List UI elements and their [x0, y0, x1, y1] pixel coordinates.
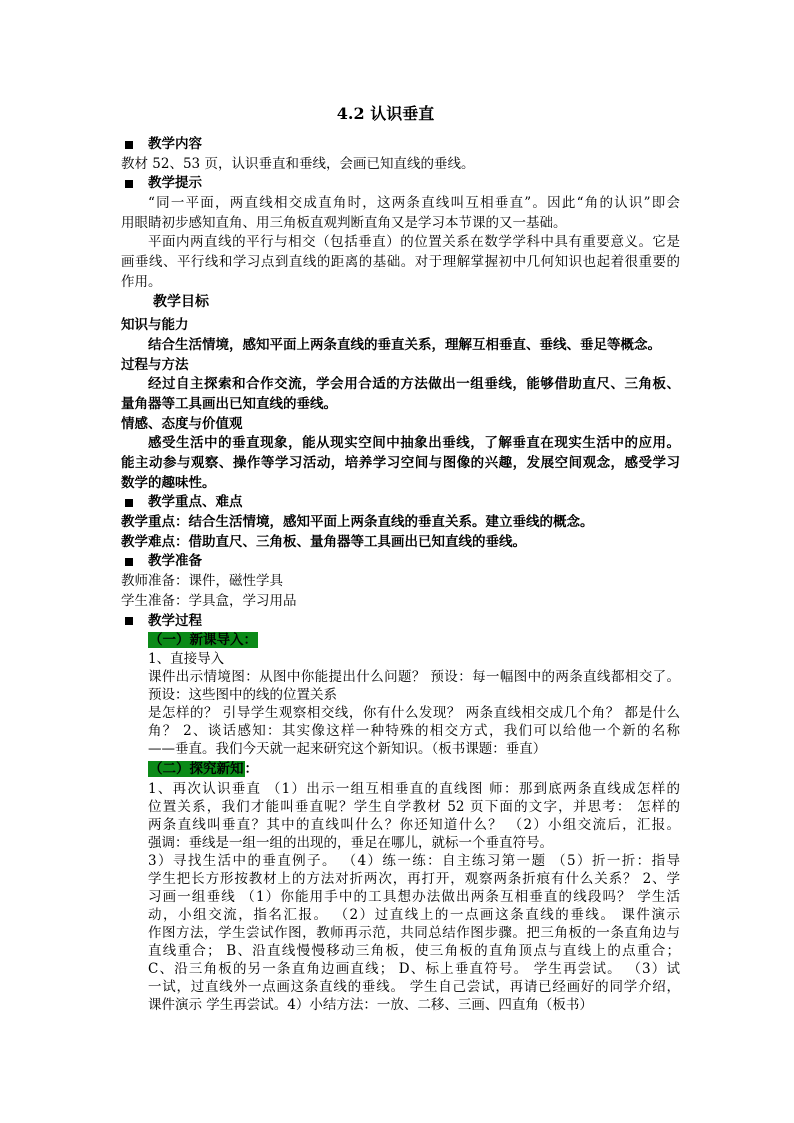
subheading: 知识与能力: [121, 317, 189, 334]
subheading: 情感、态度与价值观: [121, 415, 243, 432]
text-line: 是怎样的？ 引导学生观察相交线，你有什么发现？ 两条直线相交成几个角？ 都是什么: [148, 705, 680, 722]
text-line: 量角器等工具画出已知直线的垂线。: [121, 395, 337, 412]
text-line: 教师准备：课件，磁性学具: [121, 573, 283, 590]
section-body: [121, 513, 680, 552]
text-line: 用眼睛初步感知直角、用三角板直观判断直角又是学习本节课的又一基础。: [121, 214, 567, 231]
text-line: 学生把长方形按教材上的方法对折两次，再打开，观察两条折痕有什么关系？ 2、学: [148, 871, 680, 888]
text-line: 角？ 2、谈话感知：其实像这样一种特殊的相交方式，我们可以给他一个新的名称: [148, 723, 680, 740]
text-line: 结合生活情境，感知平面上两条直线的垂直关系，理解互相垂直、垂线、垂足等概念。: [148, 336, 661, 353]
goal-group-process: [121, 356, 680, 415]
text-line: 习画一组垂线 （1）你能用手中的工具想办法做出两条互相垂直的线段吗？ 学生活: [148, 889, 680, 906]
section-hints: [121, 174, 680, 292]
text-line: 3）寻找生活中的垂直例子。 （4）练一练：自主练习第一题 （5）折一折：指导: [148, 853, 680, 870]
text-line: 感受生活中的垂直现象，能从现实空间中抽象出垂线，了解垂直在现实生活中的应用。: [148, 435, 680, 452]
text-line: 两条直线叫垂直？其中的直线叫什么？你还知道什么？ （2）小组交流后，汇报。: [148, 817, 680, 834]
text-line: 作用。: [121, 273, 162, 290]
highlighted-label: （二）探究新知: [149, 761, 244, 778]
text-line: 强调：垂线是一组一组的出现的，垂足在哪儿，就标一个垂直符号。: [148, 835, 553, 852]
goal-group-attitude: [121, 415, 680, 494]
part2-label: [148, 758, 680, 780]
paragraph: [121, 375, 680, 414]
text-line: 画垂线、平行线和学习点到直线的距离的基础。对于理解掌握初中几何知识也起着很重要的: [121, 254, 680, 271]
section-goals: [121, 293, 680, 494]
text-line: “同一平面，两直线相交成直角时，这两条直线叫互相垂直”。因此“角的认识”即会: [148, 195, 680, 212]
paragraph: [121, 336, 680, 356]
text-line: 课件演示 学生再尝试。4）小结方法：一放、二移、三画、四直角（板书）: [148, 997, 593, 1014]
section-heading: [121, 493, 680, 513]
section-heading-text: 教学准备: [148, 553, 202, 570]
lesson-plan: [121, 0, 680, 1014]
section-focus: [121, 493, 680, 552]
section-process: [121, 612, 680, 1015]
paragraph: [148, 668, 680, 704]
text-line: 位置关系，我们才能叫垂直呢？学生自学教材 52 页下面的文字，并思考： 怎样的: [148, 799, 680, 816]
square-bullet-icon: [125, 499, 133, 507]
text-line: 动，小组交流，指名汇报。 （2）过直线上的一点画这条直线的垂线。 课件演示: [148, 907, 680, 924]
square-bullet-icon: [125, 617, 133, 625]
section-content: [121, 135, 680, 174]
section-preparation: [121, 552, 680, 611]
square-bullet-icon: [125, 180, 133, 188]
text-line: 一试，过直线外一点画这条直线的垂线。 学生自己尝试，再请已经画好的同学介绍，: [148, 979, 680, 996]
paragraph: [148, 650, 680, 668]
paragraph: [121, 533, 680, 553]
section-heading-text: 教学目标: [153, 293, 209, 310]
text-line: 教学重点：结合生活情境，感知平面上两条直线的垂直关系。建立垂线的概念。: [121, 514, 594, 531]
paragraph: [121, 194, 680, 233]
paragraph: [148, 704, 680, 758]
section-heading-text: 教学内容: [148, 136, 202, 152]
text-line: 作图方法，学生尝试作图，教师再示范，共同总结作图步骤。把三角板的一条直角边与: [148, 925, 680, 942]
text-line: 数学的趣味性。: [121, 474, 216, 491]
paragraph: [121, 434, 680, 493]
paragraph: [148, 852, 680, 1014]
text-line: 教学难点：借助直尺、三角板、量角器等工具画出已知直线的垂线。: [121, 533, 526, 550]
goal-body: [121, 336, 680, 356]
section-heading-text: 教学过程: [148, 612, 202, 629]
text-line: 直线重合； B、沿直线慢慢移动三角板，使三角板的直角顶点与直线上的点重合；: [148, 943, 680, 960]
section-heading: [121, 174, 680, 194]
goal-body: [121, 375, 680, 414]
highlighted-label: （一）新课导入：: [149, 632, 257, 649]
goal-group-knowledge: [121, 316, 680, 355]
paragraph: [121, 572, 680, 592]
text-line: 1、再次认识垂直 （1）出示一组互相垂直的直线图 师：那到底两条直线成怎样的: [148, 781, 680, 798]
text-line: 学生准备：学具盒，学习用品: [121, 592, 297, 609]
section-heading: [121, 612, 680, 632]
part2-body: [148, 780, 680, 1014]
text-line: 教材 52、53 页，认识垂直和垂线，会画已知直线的垂线。: [121, 155, 475, 172]
text-line: 课件出示情境图：从图中你能提出什么问题？ 预设：每一幅图中的两条直线都相交了。: [148, 669, 680, 686]
text-line: ——垂直。我们今天就一起来研究这个新知识。（板书课题：垂直）: [148, 741, 547, 758]
section-body: [121, 194, 680, 292]
section-heading: [121, 135, 680, 155]
square-bullet-icon: [125, 141, 133, 149]
label-suffix: ：: [244, 761, 258, 778]
paragraph: [121, 592, 680, 612]
paragraph: [121, 513, 680, 533]
section-heading-text: 教学重点、难点: [148, 494, 243, 511]
section-body: [121, 155, 680, 175]
text-line: 平面内两直线的平行与相交（包括垂直）的位置关系在数学学科中具有重要意义。它是: [148, 234, 680, 251]
text-line: 经过自主探索和合作交流，学会用合适的方法做出一组垂线，能够借助直尺、三角板、: [148, 376, 680, 393]
paragraph: [121, 233, 680, 292]
text-line: 能主动参与观察、操作等学习活动，培养学习空间与图像的兴趣，发展空间观念，感受学习: [121, 455, 680, 471]
paragraph: [121, 155, 680, 175]
square-bullet-icon: [125, 558, 133, 566]
section-heading-text: 教学提示: [148, 175, 202, 192]
part1-body: [148, 650, 680, 758]
goal-body: [121, 434, 680, 493]
text-line: 预设：这些图中的线的位置关系: [148, 687, 337, 704]
section-heading: [121, 293, 680, 313]
text-line: 1、直接导入: [148, 651, 225, 668]
section-heading: [121, 552, 680, 572]
section-body: [121, 572, 680, 611]
subheading: 过程与方法: [121, 356, 189, 373]
text-line: C、沿三角板的另一条直角边画直线； D、标上垂直符号。 学生再尝试。 （3）试: [148, 961, 680, 978]
paragraph: [148, 780, 680, 852]
part1-label: [148, 631, 680, 650]
process-body: [148, 631, 680, 1014]
page-title: 4.2 认识垂直: [336, 104, 435, 123]
